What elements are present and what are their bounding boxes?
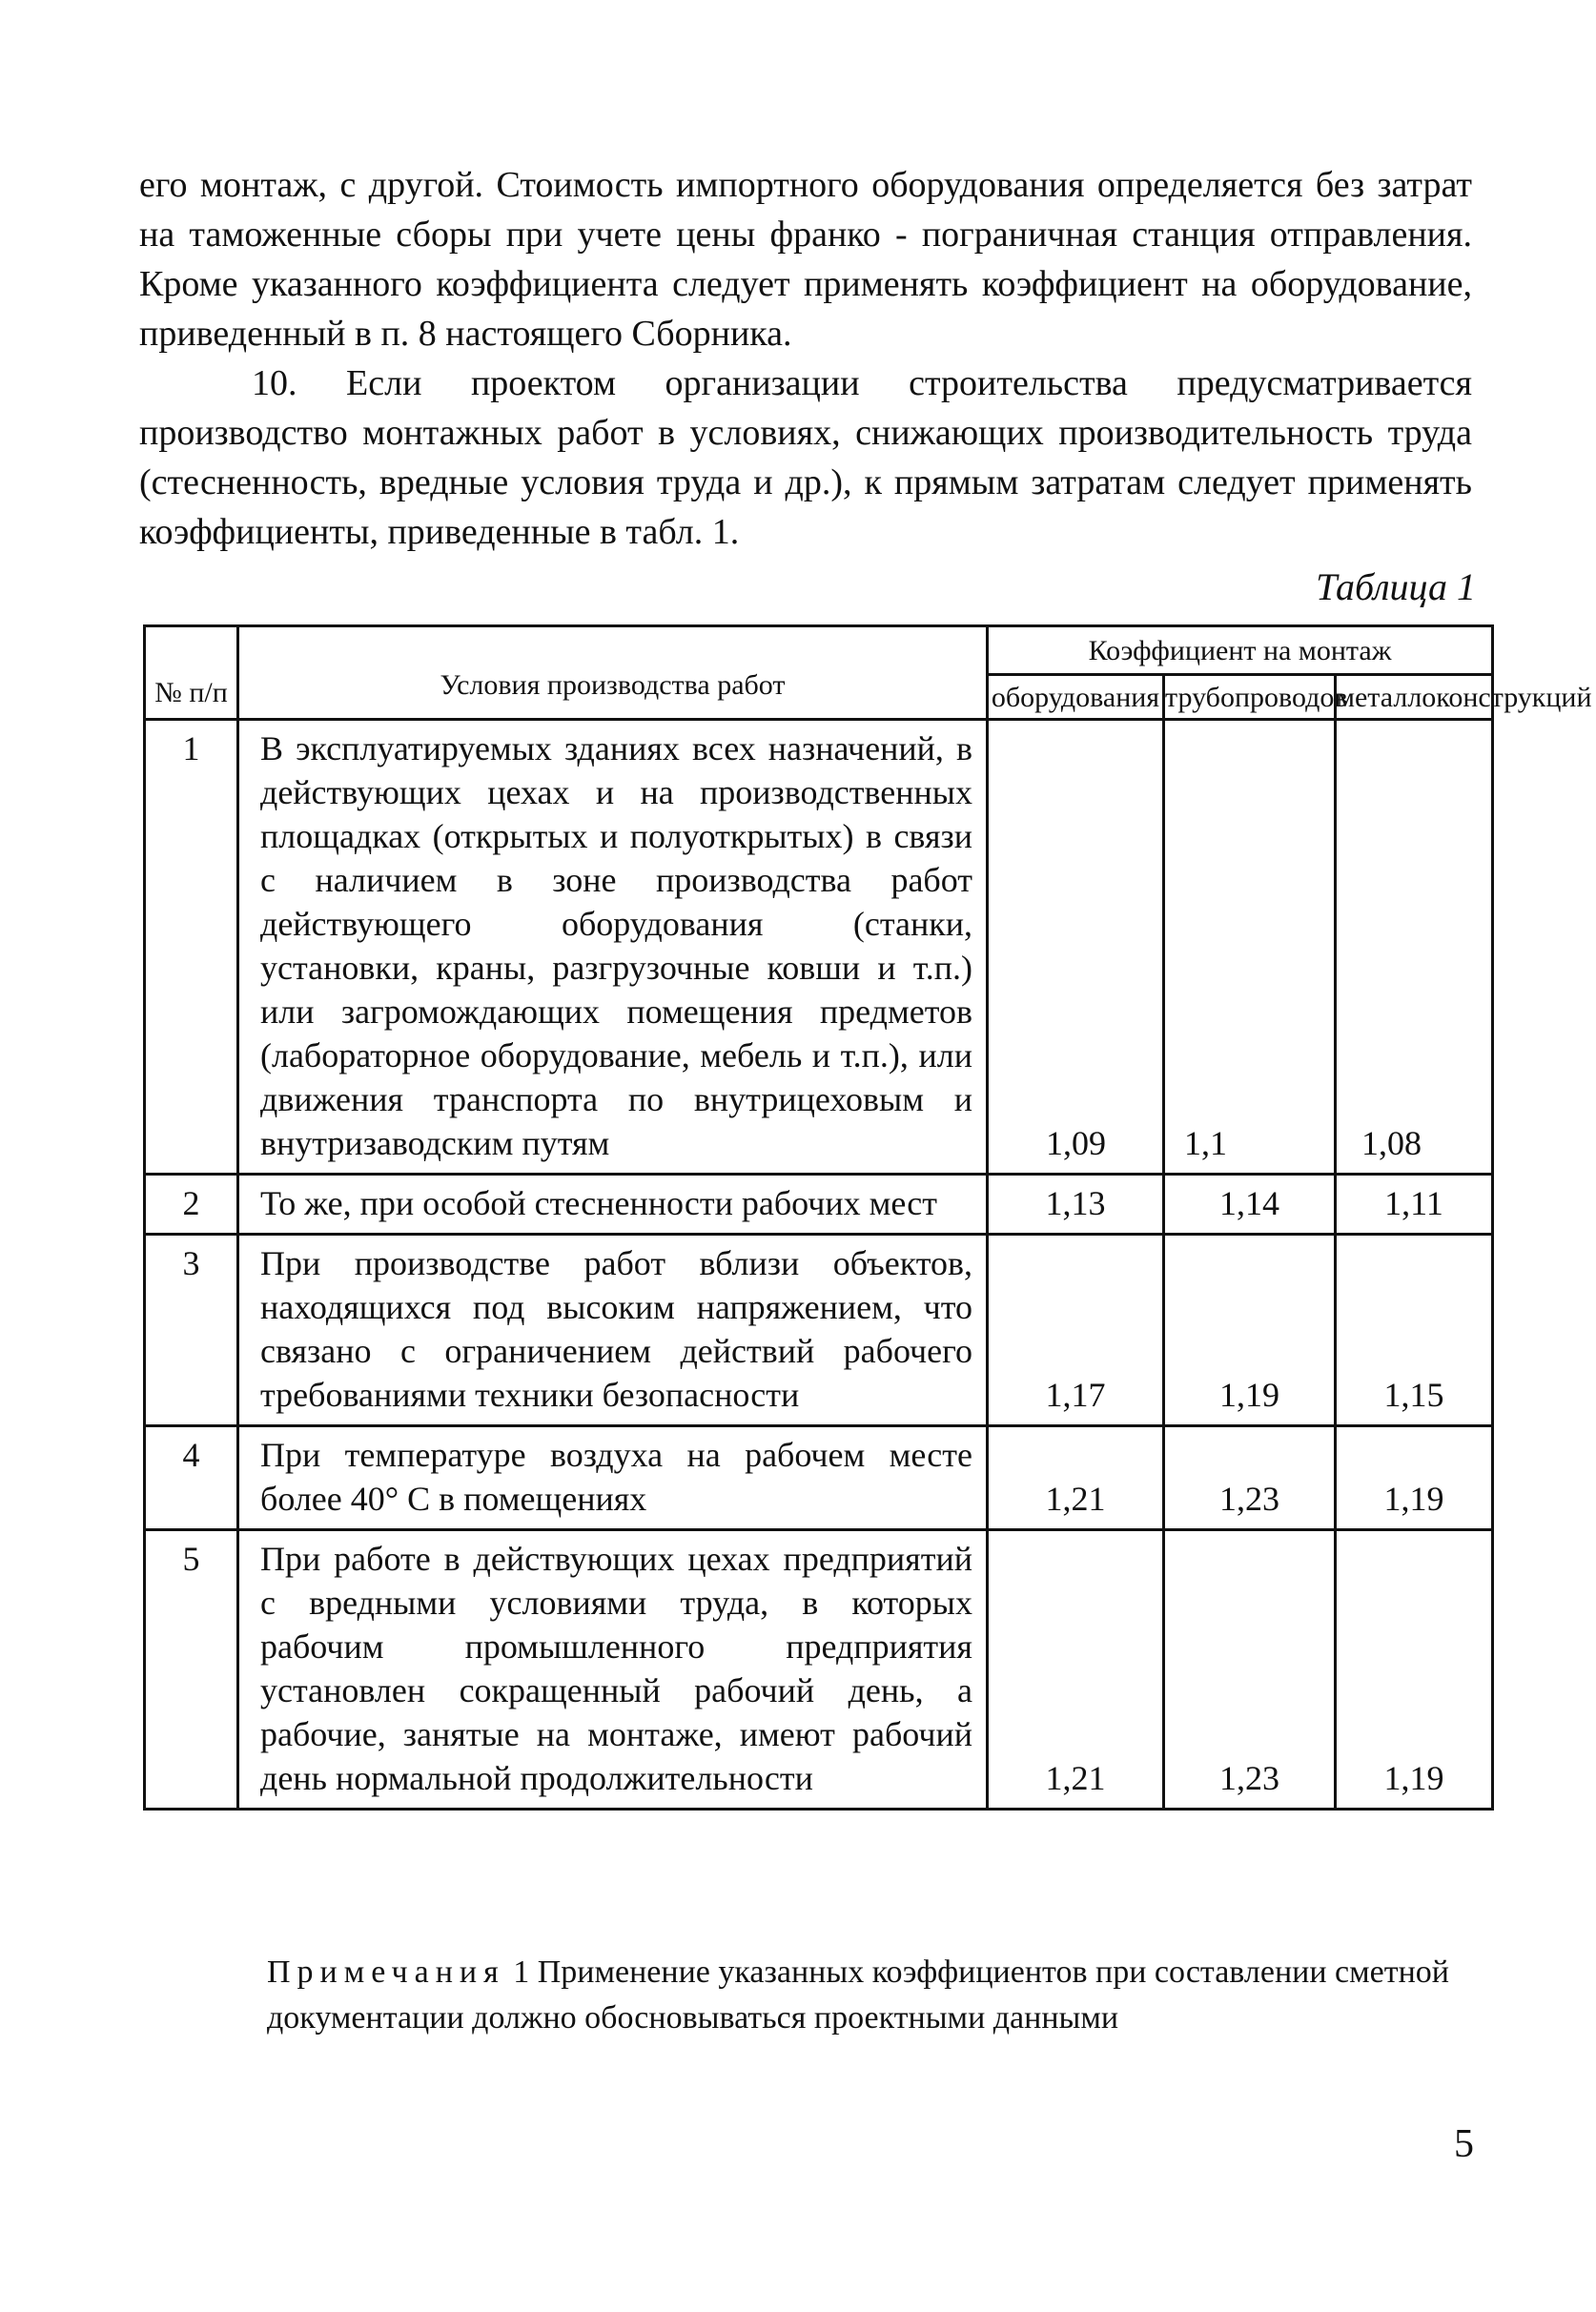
row-number: 4 xyxy=(145,1426,238,1530)
row-number: 3 xyxy=(145,1235,238,1426)
row-conditions: При температуре воздуха на рабочем месте более 40° С в помещениях xyxy=(238,1426,988,1530)
paragraph-item-10: 10. Если проектом организации строительства предусматривается производство монтажных работ в условиях, снижающих производительность труда (стесненность, вредные условия труда и др.), к прямым затратам следует применять коэффициенты, приведенные в табл. 1. xyxy=(139,363,1472,552)
header-equipment xyxy=(988,675,1164,720)
note-label: Примечания xyxy=(267,1954,505,1990)
table-header-row xyxy=(145,626,1493,675)
paragraph-intro: его монтаж, с другой. Стоимость импортного оборудования определяется без затрат на таможенные сборы при учете цены франко - пограничная станция отправления. Кроме указанного коэффициента следует применять коэффициент на оборудование, приведенный в п. 8 настоящего Сборника. xyxy=(139,165,1472,354)
header-pipelines-label: трубопроводов xyxy=(1165,682,1348,713)
coefficients-table xyxy=(143,624,1592,1811)
row-metal-value: 1,15 xyxy=(1336,1235,1493,1426)
row-metal-value: 1,11 xyxy=(1336,1175,1493,1235)
row-number: 1 xyxy=(145,720,238,1175)
row-conditions: При работе в действующих цехах предприятий с вредными условиями труда, в которых рабочим промышленного предприятия установлен сокращенный рабочий день, а рабочие, занятые на монтаже, имеют рабочий день нормальной продолжительности xyxy=(238,1530,988,1810)
table-row xyxy=(145,1426,1493,1530)
table-row xyxy=(145,1175,1493,1235)
header-coefficient-group: Коэффициент на монтаж xyxy=(988,626,1493,675)
table-row xyxy=(145,1530,1493,1810)
table-note xyxy=(267,1950,1476,2041)
row-pipelines-value: 1,19 xyxy=(1164,1235,1336,1426)
header-number xyxy=(145,626,238,720)
row-equipment-value: 1,13 xyxy=(988,1175,1164,1235)
header-pipelines xyxy=(1164,675,1348,720)
table-row xyxy=(145,1235,1493,1426)
header-equipment-label: оборудования xyxy=(991,682,1160,713)
row-equipment-value: 1,21 xyxy=(988,1530,1164,1810)
row-number: 5 xyxy=(145,1530,238,1810)
row-metal-value: 1,08 xyxy=(1336,720,1493,1175)
row-conditions: В эксплуатируемых зданиях всех назначений, в действующих цехах и на производственных площадках (открытых и полуоткрытых) в связи с наличием в зоне производства работ действующего оборудования (станки, установки, краны, разгрузочные ковши и т.п.) или загромождающих помещения предметов (лабораторное оборудование, мебель и т.п.), или движения транспорта по внутрицеховым и внутризаводским путям xyxy=(238,720,988,1175)
row-metal-value: 1,19 xyxy=(1336,1426,1493,1530)
row-pipelines-value: 1,23 xyxy=(1164,1426,1336,1530)
note-text: 1 Применение указанных коэффициентов при составлении сметной документации должно обосновываться проектными данными xyxy=(267,1954,1449,2036)
row-equipment-value: 1,17 xyxy=(988,1235,1164,1426)
row-equipment-value: 1,21 xyxy=(988,1426,1164,1530)
header-number-label: № п/п xyxy=(154,677,228,708)
row-equipment-value: 1,09 xyxy=(988,720,1164,1175)
table-caption: Таблица 1 xyxy=(1316,565,1476,608)
row-metal-value: 1,19 xyxy=(1336,1530,1493,1810)
page-number: 5 xyxy=(1454,2122,1474,2166)
header-conditions: Условия производства работ xyxy=(238,626,988,720)
header-metal xyxy=(1336,675,1592,720)
row-pipelines-value: 1,14 xyxy=(1164,1175,1336,1235)
table-row xyxy=(145,720,1493,1175)
row-pipelines-value: 1,1 xyxy=(1164,720,1336,1175)
row-conditions: То же, при особой стесненности рабочих мест xyxy=(238,1175,988,1235)
header-metal-label: металлоконструкций xyxy=(1337,682,1592,713)
row-conditions: При производстве работ вблизи объектов, находящихся под высоким напряжением, что связано с ограничением действий рабочего требованиями техники безопасности xyxy=(238,1235,988,1426)
row-pipelines-value: 1,23 xyxy=(1164,1530,1336,1810)
row-number: 2 xyxy=(145,1175,238,1235)
